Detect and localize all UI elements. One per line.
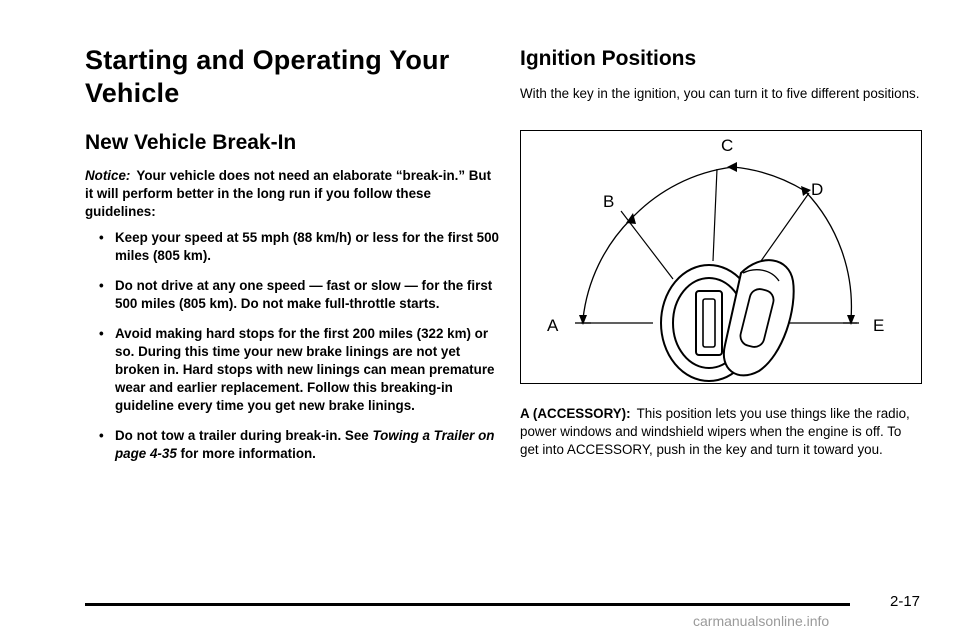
ignition-diagram xyxy=(520,130,922,384)
bullet-icon: • xyxy=(99,278,104,293)
guideline-text: Avoid making hard stops for the first 200 miles (322 km) or so. During this time your new brake linings are not yet broken in. Hard stops with new linings can mean premature wear and earlier replacement. Follow this breaking-in guideline every time you get new brake linings. xyxy=(115,326,495,413)
list-item xyxy=(99,427,499,463)
position-label-d: D xyxy=(811,180,824,199)
page-number: 2-17 xyxy=(890,593,921,610)
notice-paragraph xyxy=(85,167,495,221)
position-label-c: C xyxy=(721,136,734,155)
bullet-icon: • xyxy=(99,230,104,245)
page-title: Starting and Operating Your Vehicle xyxy=(85,45,450,108)
notice-label: Notice: xyxy=(85,168,131,183)
section-title-ignition: Ignition Positions xyxy=(520,47,697,70)
towing-reference-link[interactable]: Towing a Trailer on page 4-35 xyxy=(115,428,495,461)
watermark: carmanualsonline.info xyxy=(693,613,830,629)
arc-segment-a-b xyxy=(583,219,631,319)
arrowhead-d xyxy=(801,186,811,196)
list-item xyxy=(99,325,499,415)
arrowhead-c xyxy=(727,162,737,172)
leader-c xyxy=(713,169,717,261)
guideline-list xyxy=(99,229,499,475)
guideline-text-before: Do not tow a trailer during break-in. See xyxy=(115,428,373,443)
accessory-text: This position lets you use things like the radio, power windows and windshield wipers when the engine is off. To get into ACCESSORY, push in the key and turn it toward you. xyxy=(520,406,910,457)
section-title-break-in: New Vehicle Break-In xyxy=(85,131,297,154)
arc-segment-c-d xyxy=(733,167,805,191)
list-item xyxy=(99,277,499,313)
accessory-description xyxy=(520,405,922,459)
ignition-diagram-svg xyxy=(521,131,920,382)
guideline-text: Do not drive at any one speed — fast or slow — for the first 500 miles (805 km). Do not make full-throttle starts. xyxy=(115,278,493,311)
accessory-term: A (ACCESSORY): xyxy=(520,406,631,421)
guideline-text-after: for more information. xyxy=(176,446,316,461)
list-item xyxy=(99,229,499,265)
bullet-icon: • xyxy=(99,428,104,443)
position-label-e: E xyxy=(873,316,885,335)
notice-text: Your vehicle does not need an elaborate “break-in.” But it will perform better in the long run if you follow these guidelines: xyxy=(85,168,492,219)
position-label-b: B xyxy=(603,192,615,211)
position-label-a: A xyxy=(547,316,559,335)
footer-rule xyxy=(85,603,850,606)
key-slot-inner xyxy=(703,299,715,347)
leader-b xyxy=(621,211,673,279)
ignition-intro: With the key in the ignition, you can turn it to five different positions. xyxy=(520,86,920,101)
arc-segment-b-c xyxy=(631,167,733,219)
leader-d xyxy=(761,193,809,261)
guideline-text: Keep your speed at 55 mph (88 km/h) or less for the first 500 miles (805 km). xyxy=(115,230,499,263)
bullet-icon: • xyxy=(99,326,104,341)
arc-segment-d-e xyxy=(805,191,851,319)
